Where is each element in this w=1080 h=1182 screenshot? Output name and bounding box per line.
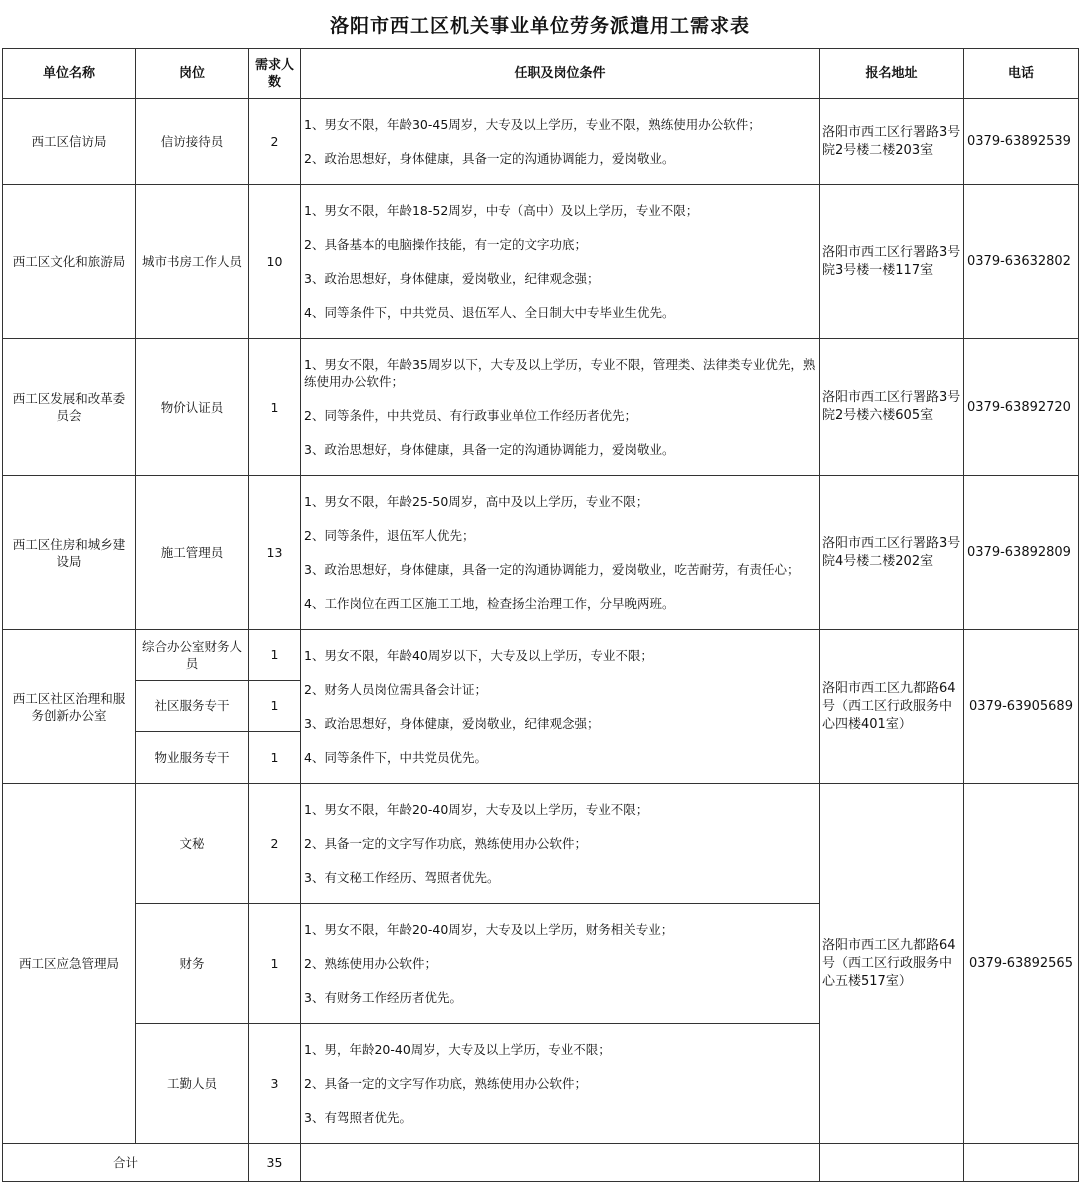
condition-line: 2、政治思想好，身体健康，具备一定的沟通协调能力，爱岗敬业。 <box>304 151 675 166</box>
demand-table <box>2 48 1079 1182</box>
condition-line: 4、同等条件下，中共党员优先。 <box>304 750 487 765</box>
header-position: 岗位 <box>136 49 249 99</box>
header-count: 需求人数 <box>249 49 301 99</box>
header-row <box>3 49 1079 99</box>
condition-line: 1、男女不限，年龄30-45周岁，大专及以上学历，专业不限，熟练使用办公软件； <box>304 117 761 132</box>
condition-line: 3、有财务工作经历者优先。 <box>304 990 462 1005</box>
condition-line: 1、男女不限，年龄18-52周岁，中专（高中）及以上学历，专业不限； <box>304 203 699 218</box>
conditions-cell <box>301 99 820 185</box>
count-cell: 1 <box>249 630 301 681</box>
unit-cell: 西工区信访局 <box>3 99 136 185</box>
count-cell: 2 <box>249 99 301 185</box>
conditions-cell <box>301 784 820 904</box>
conditions-cell <box>301 904 820 1024</box>
address-cell: 洛阳市西工区九都路64号（西工区行政服务中心四楼401室） <box>820 630 964 784</box>
position-cell: 物价认证员 <box>136 339 249 476</box>
unit-cell: 西工区住房和城乡建设局 <box>3 476 136 630</box>
position-cell: 综合办公室财务人员 <box>136 630 249 681</box>
count-cell: 1 <box>249 732 301 784</box>
address-cell: 洛阳市西工区九都路64号（西工区行政服务中心五楼517室） <box>820 784 964 1144</box>
condition-line: 3、政治思想好，身体健康，爱岗敬业，纪律观念强； <box>304 716 600 731</box>
unit-cell: 西工区文化和旅游局 <box>3 185 136 339</box>
position-cell: 财务 <box>136 904 249 1024</box>
phone-cell: 0379-63905689 <box>964 630 1079 784</box>
table-title: 洛阳市西工区机关事业单位劳务派遣用工需求表 <box>329 14 750 37</box>
address-cell: 洛阳市西工区行署路3号院2号楼二楼203室 <box>820 99 964 185</box>
phone-cell: 0379-63892809 <box>964 476 1079 630</box>
position-cell: 城市书房工作人员 <box>136 185 249 339</box>
address-cell: 洛阳市西工区行署路3号院4号楼二楼202室 <box>820 476 964 630</box>
table-row <box>3 784 1079 904</box>
phone-cell: 0379-63892565 <box>964 784 1079 1144</box>
condition-line: 2、熟练使用办公软件； <box>304 956 437 971</box>
count-cell: 10 <box>249 185 301 339</box>
condition-line: 1、男女不限，年龄20-40周岁，大专及以上学历，财务相关专业； <box>304 922 674 937</box>
condition-line: 3、政治思想好，身体健康，具备一定的沟通协调能力，爱岗敬业。 <box>304 442 675 457</box>
condition-line: 3、政治思想好，身体健康，爱岗敬业，纪律观念强； <box>304 271 600 286</box>
condition-line: 2、同等条件，退伍军人优先； <box>304 528 475 543</box>
condition-line: 2、具备一定的文字写作功底，熟练使用办公软件； <box>304 836 587 851</box>
condition-line: 2、财务人员岗位需具备会计证； <box>304 682 487 697</box>
condition-line: 4、工作岗位在西工区施工工地，检查扬尘治理工作，分早晚两班。 <box>304 596 675 611</box>
empty-cell <box>964 1144 1079 1182</box>
unit-cell: 西工区社区治理和服务创新办公室 <box>3 630 136 784</box>
count-cell: 1 <box>249 904 301 1024</box>
table-row <box>3 476 1079 630</box>
conditions-cell <box>301 339 820 476</box>
condition-line: 1、男女不限，年龄35周岁以下，大专及以上学历，专业不限，管理类、法律类专业优先，熟练使用办公软件； <box>304 357 816 389</box>
phone-cell: 0379-63892720 <box>964 339 1079 476</box>
position-cell: 社区服务专干 <box>136 680 249 732</box>
address-cell: 洛阳市西工区行署路3号院3号楼一楼117室 <box>820 185 964 339</box>
empty-cell <box>820 1144 964 1182</box>
condition-line: 2、具备基本的电脑操作技能，有一定的文字功底； <box>304 237 587 252</box>
conditions-cell <box>301 630 820 784</box>
header-address: 报名地址 <box>820 49 964 99</box>
address-cell: 洛阳市西工区行署路3号院2号楼六楼605室 <box>820 339 964 476</box>
header-phone: 电话 <box>964 49 1079 99</box>
unit-cell: 西工区应急管理局 <box>3 784 136 1144</box>
condition-line: 4、同等条件下，中共党员、退伍军人、全日制大中专毕业生优先。 <box>304 305 675 320</box>
position-cell: 物业服务专干 <box>136 732 249 784</box>
total-label: 合计 <box>3 1144 249 1182</box>
position-cell: 工勤人员 <box>136 1024 249 1144</box>
position-cell: 施工管理员 <box>136 476 249 630</box>
conditions-cell <box>301 185 820 339</box>
condition-line: 3、有驾照者优先。 <box>304 1110 412 1125</box>
condition-line: 3、有文秘工作经历、驾照者优先。 <box>304 870 500 885</box>
phone-cell: 0379-63632802 <box>964 185 1079 339</box>
condition-line: 1、男女不限，年龄20-40周岁，大专及以上学历，专业不限； <box>304 802 649 817</box>
total-row <box>3 1144 1079 1182</box>
header-conditions: 任职及岗位条件 <box>301 49 820 99</box>
total-count: 35 <box>249 1144 301 1182</box>
conditions-cell <box>301 476 820 630</box>
count-cell: 1 <box>249 680 301 732</box>
unit-cell: 西工区发展和改革委员会 <box>3 339 136 476</box>
position-cell: 信访接待员 <box>136 99 249 185</box>
count-cell: 2 <box>249 784 301 904</box>
header-unit: 单位名称 <box>3 49 136 99</box>
table-row <box>3 185 1079 339</box>
count-cell: 13 <box>249 476 301 630</box>
condition-line: 1、男，年龄20-40周岁，大专及以上学历，专业不限； <box>304 1042 611 1057</box>
condition-line: 1、男女不限，年龄25-50周岁，高中及以上学历，专业不限； <box>304 494 649 509</box>
position-cell: 文秘 <box>136 784 249 904</box>
condition-line: 2、具备一定的文字写作功底，熟练使用办公软件； <box>304 1076 587 1091</box>
condition-line: 1、男女不限，年龄40周岁以下，大专及以上学历，专业不限； <box>304 648 653 663</box>
table-row <box>3 339 1079 476</box>
empty-cell <box>301 1144 820 1182</box>
condition-line: 2、同等条件，中共党员、有行政事业单位工作经历者优先； <box>304 408 637 423</box>
table-row <box>3 630 1079 681</box>
phone-cell: 0379-63892539 <box>964 99 1079 185</box>
condition-line: 3、政治思想好，身体健康，具备一定的沟通协调能力，爱岗敬业，吃苦耐劳，有责任心； <box>304 562 800 577</box>
count-cell: 1 <box>249 339 301 476</box>
count-cell: 3 <box>249 1024 301 1144</box>
table-row <box>3 99 1079 185</box>
conditions-cell <box>301 1024 820 1144</box>
